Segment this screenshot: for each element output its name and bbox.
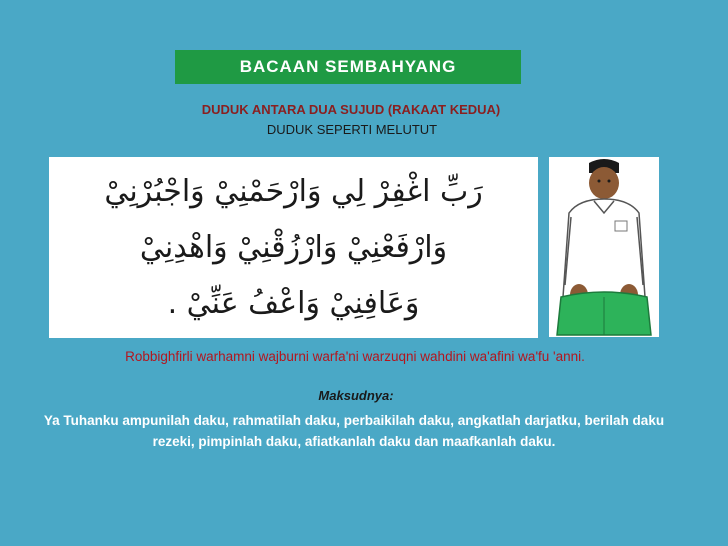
arabic-line-2: وَارْفَعْنِيْ وَارْزُقْنِيْ وَاهْدِنِيْ xyxy=(139,229,448,265)
arabic-line-1: رَبِّ اغْفِرْ لِي وَارْحَمْنِيْ وَاجْبُرْنِيْ xyxy=(104,173,483,209)
subtitle-sub-text: DUDUK SEPERTI MELUTUT xyxy=(266,122,438,137)
arabic-line-3: وَعَافِنِيْ وَاعْفُ عَنِّيْ . xyxy=(167,286,420,322)
subtitle-main xyxy=(0,102,728,117)
kneeling-man-illustration xyxy=(549,157,659,337)
romanized-prayer-text: Robbighfirli warhamni wajburni warfa'ni warzuqni wahdini wa'afini wa'fu 'anni. xyxy=(125,349,585,364)
arabic-prayer-panel xyxy=(49,157,538,338)
slide-title-banner xyxy=(175,50,521,84)
slide-title: BACAAN SEMBAHYANG xyxy=(239,57,457,76)
subtitle-sub xyxy=(0,122,728,137)
meaning-translation: Ya Tuhanku ampunilah daku, rahmatilah daku, perbaikilah daku, angkatlah darjatku, berilah daku rezeki, pimpinlah daku, afiatkanlah daku dan maafkanlah daku. xyxy=(43,413,665,449)
kneeling-man-svg xyxy=(549,157,659,337)
romanized-prayer xyxy=(0,349,728,364)
meaning-heading xyxy=(0,388,728,403)
meaning-heading-text: Maksudnya: xyxy=(318,388,394,403)
subtitle-main-text: DUDUK ANTARA DUA SUJUD (RAKAAT KEDUA) xyxy=(201,102,501,117)
